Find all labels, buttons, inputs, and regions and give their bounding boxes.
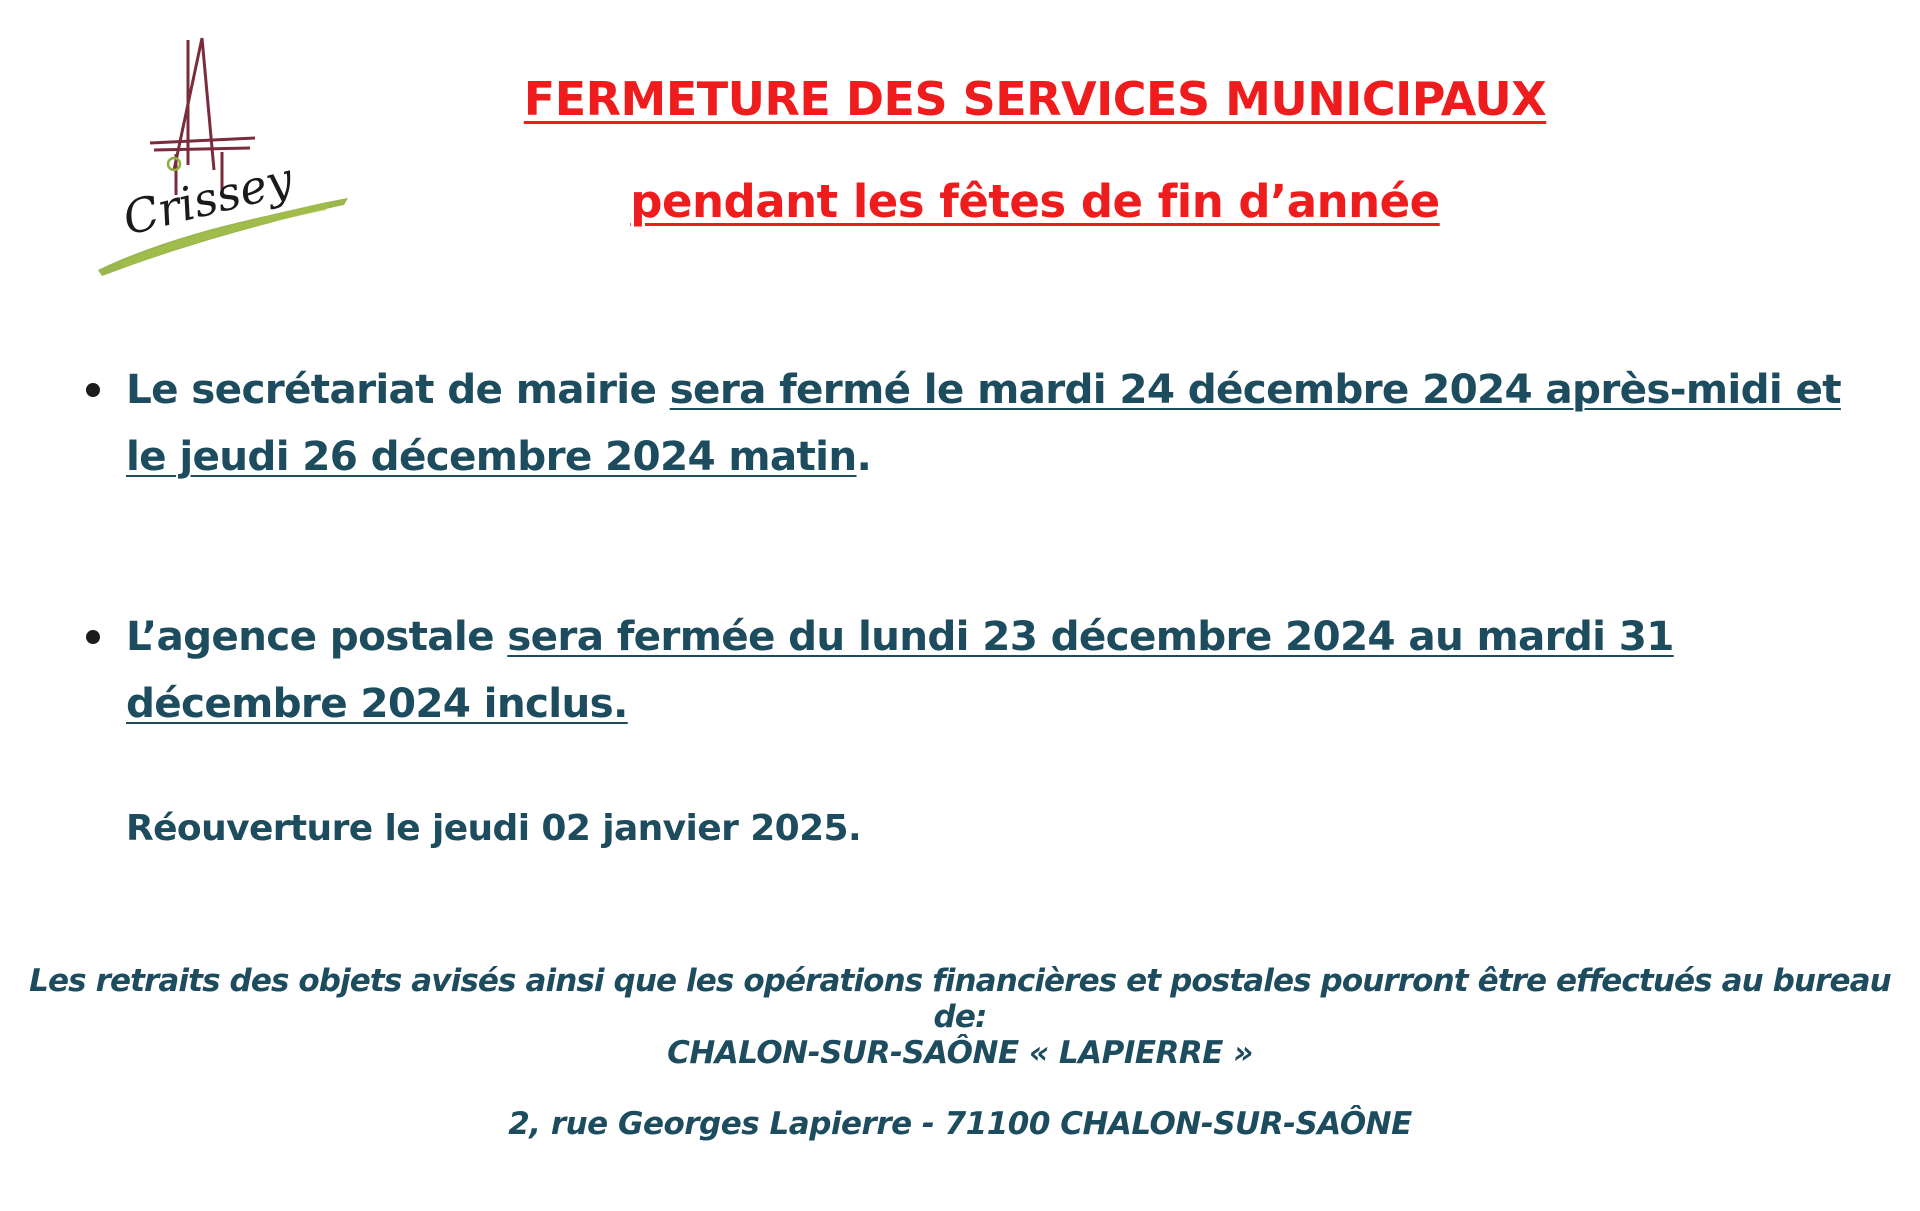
church-tower-icon — [90, 30, 360, 280]
item-label: Le secrétariat de mairie — [126, 365, 670, 413]
page-title: FERMETURE DES SERVICES MUNICIPAUX — [523, 72, 1547, 126]
page-subtitle: pendant les fêtes de fin d’année — [630, 175, 1440, 228]
post-office-address: 2, rue Georges Lapierre - 71100 CHALON-SUR-SAÔNE — [508, 1106, 1412, 1142]
item-detail: sera fermée du lundi 23 décembre 2024 au mardi 31 décembre 2024 inclus. — [126, 612, 1674, 727]
crissey-logo — [90, 30, 360, 280]
list-item — [126, 356, 1866, 490]
bullet-icon — [86, 383, 100, 397]
item-detail: sera fermé le mardi 24 décembre 2024 après-midi et le jeudi 26 décembre 2024 matin — [126, 365, 1841, 480]
reopening-note: Réouverture le jeudi 02 janvier 2025. — [126, 808, 862, 849]
list-item — [126, 603, 1866, 737]
post-office-name: CHALON-SUR-SAÔNE « LAPIERRE » — [667, 1035, 1253, 1071]
bullet-icon — [86, 630, 100, 644]
svg-text:Crissey: Crissey — [117, 151, 298, 246]
footer-notice: Les retraits des objets avisés ainsi que les opérations financières et postales pourront être effectués au bureau de: — [29, 963, 1891, 1035]
item-end: . — [856, 432, 872, 480]
item-label: L’agence postale — [126, 612, 508, 660]
